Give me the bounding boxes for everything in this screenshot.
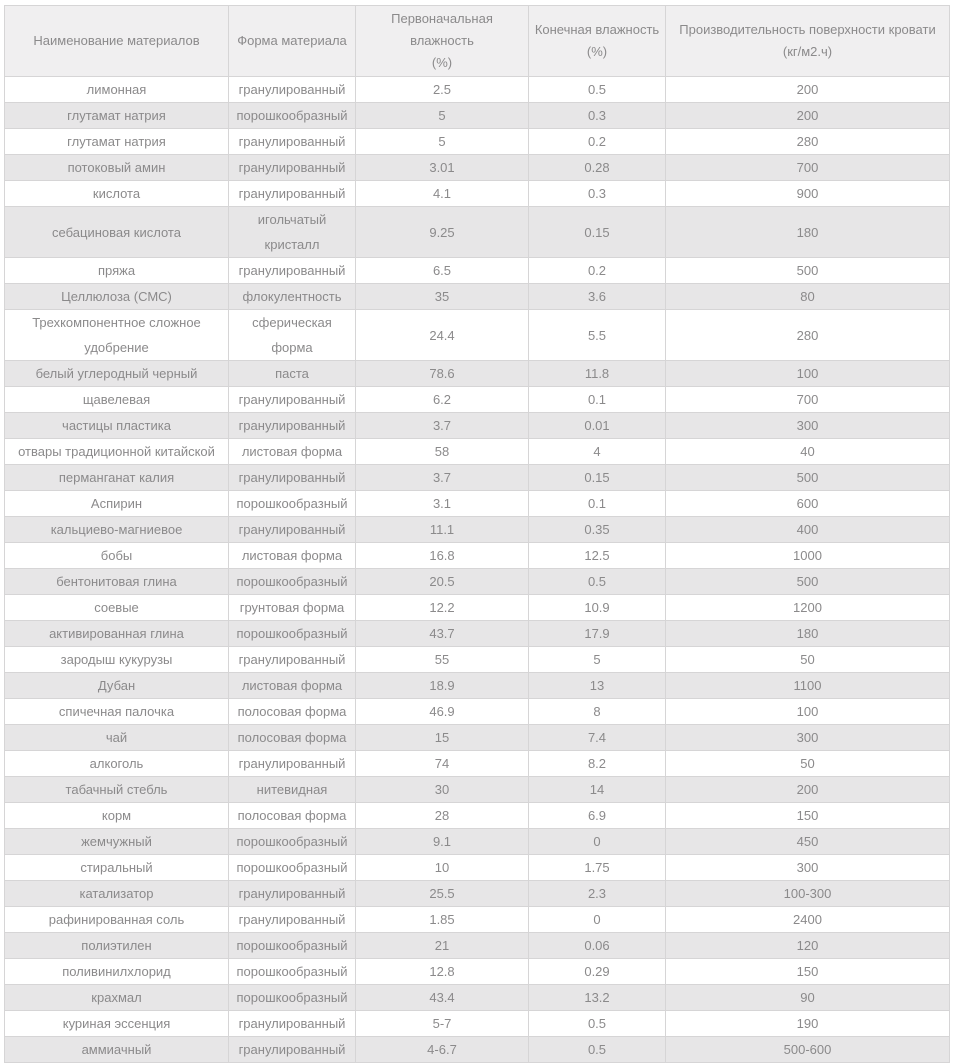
table-row	[5, 829, 950, 855]
table-cell: частицы пластика	[5, 413, 229, 439]
table-cell: глутамат натрия	[5, 129, 229, 155]
table-cell: 5-7	[356, 1011, 529, 1037]
table-cell: отвары традиционной китайской	[5, 439, 229, 465]
table-cell: глутамат натрия	[5, 103, 229, 129]
table-cell: 100	[666, 361, 950, 387]
table-cell: корм	[5, 803, 229, 829]
table-row	[5, 907, 950, 933]
table-cell: листовая форма	[229, 543, 356, 569]
table-row	[5, 284, 950, 310]
table-cell: 300	[666, 855, 950, 881]
table-cell: 28	[356, 803, 529, 829]
table-cell: рафинированная соль	[5, 907, 229, 933]
table-cell: 10.9	[529, 595, 666, 621]
table-cell: себациновая кислота	[5, 207, 229, 258]
table-cell: гранулированный	[229, 751, 356, 777]
column-header-label: Производительность поверхности кровати	[679, 22, 936, 37]
table-cell: 300	[666, 725, 950, 751]
table-cell: 30	[356, 777, 529, 803]
table-cell: 700	[666, 387, 950, 413]
table-cell: алкоголь	[5, 751, 229, 777]
table-cell: 700	[666, 155, 950, 181]
table-cell: порошкообразный	[229, 933, 356, 959]
table-cell: 1.75	[529, 855, 666, 881]
table-cell: 200	[666, 77, 950, 103]
table-cell: аммиачный	[5, 1037, 229, 1063]
table-cell: порошкообразный	[229, 103, 356, 129]
table-cell: гранулированный	[229, 517, 356, 543]
table-row	[5, 725, 950, 751]
table-cell: 900	[666, 181, 950, 207]
table-cell: 6.9	[529, 803, 666, 829]
table-cell: 4-6.7	[356, 1037, 529, 1063]
table-cell: соевые	[5, 595, 229, 621]
table-cell: гранулированный	[229, 413, 356, 439]
table-cell: 0.5	[529, 569, 666, 595]
table-row	[5, 103, 950, 129]
table-cell: 25.5	[356, 881, 529, 907]
table-cell: 90	[666, 985, 950, 1011]
table-cell: 2.5	[356, 77, 529, 103]
table-cell: зародыш кукурузы	[5, 647, 229, 673]
table-cell: 280	[666, 129, 950, 155]
table-cell: 0.29	[529, 959, 666, 985]
table-cell: Аспирин	[5, 491, 229, 517]
table-cell: гранулированный	[229, 907, 356, 933]
table-cell: 600	[666, 491, 950, 517]
table-row	[5, 595, 950, 621]
table-row	[5, 1011, 950, 1037]
table-row	[5, 699, 950, 725]
table-cell: 5	[356, 103, 529, 129]
table-row	[5, 387, 950, 413]
table-cell: 17.9	[529, 621, 666, 647]
table-cell: гранулированный	[229, 1011, 356, 1037]
table-cell: 5.5	[529, 310, 666, 361]
table-cell: кислота	[5, 181, 229, 207]
table-cell: 78.6	[356, 361, 529, 387]
table-row	[5, 155, 950, 181]
table-cell: 11.1	[356, 517, 529, 543]
table-cell: 0.1	[529, 387, 666, 413]
table-cell: куриная эссенция	[5, 1011, 229, 1037]
table-cell: 2.3	[529, 881, 666, 907]
table-cell: 4.1	[356, 181, 529, 207]
table-row	[5, 751, 950, 777]
table-cell: 7.4	[529, 725, 666, 751]
table-cell: порошкообразный	[229, 829, 356, 855]
table-cell: 40	[666, 439, 950, 465]
table-cell: 0.2	[529, 258, 666, 284]
table-cell: перманганат калия	[5, 465, 229, 491]
table-cell: 1000	[666, 543, 950, 569]
table-row	[5, 77, 950, 103]
column-header-2	[229, 6, 356, 77]
table-cell: полосовая форма	[229, 699, 356, 725]
table-row	[5, 777, 950, 803]
table-cell: гранулированный	[229, 647, 356, 673]
table-cell: 6.2	[356, 387, 529, 413]
table-cell: 500	[666, 569, 950, 595]
table-row	[5, 361, 950, 387]
column-header-unit: (кг/м2.ч)	[782, 44, 833, 59]
table-cell: спичечная палочка	[5, 699, 229, 725]
table-cell: 1100	[666, 673, 950, 699]
table-cell: 500	[666, 465, 950, 491]
table-cell: листовая форма	[229, 673, 356, 699]
table-cell: 50	[666, 751, 950, 777]
table-row	[5, 959, 950, 985]
table-cell: 80	[666, 284, 950, 310]
column-header-unit: (%)	[431, 55, 453, 70]
table-cell: 0	[529, 829, 666, 855]
table-row	[5, 1037, 950, 1063]
table-cell: 1200	[666, 595, 950, 621]
table-row	[5, 933, 950, 959]
table-cell: 3.6	[529, 284, 666, 310]
column-header-5	[666, 6, 950, 77]
column-header-label: Наименование материалов	[33, 33, 200, 48]
table-cell: 3.1	[356, 491, 529, 517]
column-header-label: Первоначальная влажность	[391, 11, 493, 48]
table-cell: чай	[5, 725, 229, 751]
table-cell: 18.9	[356, 673, 529, 699]
table-cell: 9.1	[356, 829, 529, 855]
table-cell: порошкообразный	[229, 491, 356, 517]
table-cell: 500-600	[666, 1037, 950, 1063]
table-cell: 0.06	[529, 933, 666, 959]
table-cell: 35	[356, 284, 529, 310]
table-cell: порошкообразный	[229, 621, 356, 647]
table-row	[5, 413, 950, 439]
column-header-label: Конечная влажность	[534, 22, 660, 37]
table-cell: 24.4	[356, 310, 529, 361]
table-cell: 0.1	[529, 491, 666, 517]
column-header-4	[529, 6, 666, 77]
table-cell: стиральный	[5, 855, 229, 881]
table-cell: 50	[666, 647, 950, 673]
table-cell: 0.2	[529, 129, 666, 155]
table-cell: 150	[666, 959, 950, 985]
table-cell: 43.7	[356, 621, 529, 647]
table-cell: 0.5	[529, 1011, 666, 1037]
column-header-3	[356, 6, 529, 77]
table-cell: 0.5	[529, 1037, 666, 1063]
table-cell: катализатор	[5, 881, 229, 907]
table-row	[5, 803, 950, 829]
table-cell: 13.2	[529, 985, 666, 1011]
table-cell: 400	[666, 517, 950, 543]
table-row	[5, 569, 950, 595]
table-cell: 5	[529, 647, 666, 673]
table-cell: пряжа	[5, 258, 229, 284]
table-cell: порошкообразный	[229, 985, 356, 1011]
table-row	[5, 543, 950, 569]
table-cell: 300	[666, 413, 950, 439]
table-cell: бобы	[5, 543, 229, 569]
table-cell: 3.7	[356, 413, 529, 439]
table-cell: 2400	[666, 907, 950, 933]
table-cell: 0.15	[529, 465, 666, 491]
table-cell: листовая форма	[229, 439, 356, 465]
table-row	[5, 207, 950, 258]
header-row	[5, 6, 950, 77]
table-row	[5, 881, 950, 907]
table-cell: Трехкомпонентное сложное удобрение	[5, 310, 229, 361]
table-cell: 180	[666, 621, 950, 647]
table-cell: 200	[666, 103, 950, 129]
table-cell: 100	[666, 699, 950, 725]
table-cell: гранулированный	[229, 465, 356, 491]
table-cell: 12.2	[356, 595, 529, 621]
table-cell: 12.5	[529, 543, 666, 569]
table-cell: гранулированный	[229, 155, 356, 181]
table-cell: порошкообразный	[229, 959, 356, 985]
table-cell: гранулированный	[229, 129, 356, 155]
table-cell: 0.35	[529, 517, 666, 543]
table-cell: крахмал	[5, 985, 229, 1011]
column-header-unit: (%)	[586, 44, 608, 59]
column-header-1	[5, 6, 229, 77]
table-cell: 500	[666, 258, 950, 284]
table-cell: 0.3	[529, 181, 666, 207]
table-cell: порошкообразный	[229, 855, 356, 881]
table-row	[5, 181, 950, 207]
table-cell: нитевидная	[229, 777, 356, 803]
table-cell: поливинилхлорид	[5, 959, 229, 985]
table-cell: паста	[229, 361, 356, 387]
table-cell: бентонитовая глина	[5, 569, 229, 595]
table-cell: 0.28	[529, 155, 666, 181]
table-row	[5, 647, 950, 673]
table-cell: 43.4	[356, 985, 529, 1011]
table-header	[5, 6, 950, 77]
table-cell: кальциево-магниевое	[5, 517, 229, 543]
table-row	[5, 985, 950, 1011]
table-cell: гранулированный	[229, 77, 356, 103]
table-cell: 0	[529, 907, 666, 933]
table-cell: 15	[356, 725, 529, 751]
table-cell: 0.3	[529, 103, 666, 129]
table-cell: потоковый амин	[5, 155, 229, 181]
table-cell: 46.9	[356, 699, 529, 725]
table-row	[5, 621, 950, 647]
table-cell: полосовая форма	[229, 725, 356, 751]
table-cell: 200	[666, 777, 950, 803]
table-cell: 74	[356, 751, 529, 777]
table-cell: 150	[666, 803, 950, 829]
table-cell: белый углеродный черный	[5, 361, 229, 387]
table-cell: 3.7	[356, 465, 529, 491]
table-cell: порошкообразный	[229, 569, 356, 595]
table-cell: флокулентность	[229, 284, 356, 310]
table-row	[5, 465, 950, 491]
table-cell: 9.25	[356, 207, 529, 258]
table-cell: 58	[356, 439, 529, 465]
table-cell: 11.8	[529, 361, 666, 387]
table-row	[5, 258, 950, 284]
table-cell: 4	[529, 439, 666, 465]
table-cell: гранулированный	[229, 387, 356, 413]
table-cell: 0.01	[529, 413, 666, 439]
table-cell: щавелевая	[5, 387, 229, 413]
table-cell: 8	[529, 699, 666, 725]
table-cell: 190	[666, 1011, 950, 1037]
table-cell: 5	[356, 129, 529, 155]
table-cell: 100-300	[666, 881, 950, 907]
table-cell: жемчужный	[5, 829, 229, 855]
table-cell: полосовая форма	[229, 803, 356, 829]
table-cell: гранулированный	[229, 1037, 356, 1063]
table-row	[5, 129, 950, 155]
table-cell: Целлюлоза (СМС)	[5, 284, 229, 310]
table-cell: 280	[666, 310, 950, 361]
table-cell: полиэтилен	[5, 933, 229, 959]
table-cell: игольчатый кристалл	[229, 207, 356, 258]
table-cell: 120	[666, 933, 950, 959]
table-cell: гранулированный	[229, 258, 356, 284]
table-cell: сферическая форма	[229, 310, 356, 361]
table-cell: гранулированный	[229, 181, 356, 207]
table-row	[5, 439, 950, 465]
table-cell: 20.5	[356, 569, 529, 595]
table-cell: 55	[356, 647, 529, 673]
table-body	[5, 77, 950, 1063]
table-cell: 12.8	[356, 959, 529, 985]
table-row	[5, 310, 950, 361]
table-cell: грунтовая форма	[229, 595, 356, 621]
table-cell: 1.85	[356, 907, 529, 933]
table-cell: 180	[666, 207, 950, 258]
table-cell: 0.5	[529, 77, 666, 103]
table-cell: 450	[666, 829, 950, 855]
table-cell: лимонная	[5, 77, 229, 103]
table-cell: 3.01	[356, 155, 529, 181]
table-cell: 13	[529, 673, 666, 699]
table-cell: 0.15	[529, 207, 666, 258]
table-row	[5, 855, 950, 881]
table-cell: 21	[356, 933, 529, 959]
table-cell: гранулированный	[229, 881, 356, 907]
table-cell: 14	[529, 777, 666, 803]
table-cell: 6.5	[356, 258, 529, 284]
column-header-label: Форма материала	[237, 33, 347, 48]
table-cell: 8.2	[529, 751, 666, 777]
table-row	[5, 673, 950, 699]
table-cell: Дубан	[5, 673, 229, 699]
table-cell: активированная глина	[5, 621, 229, 647]
table-row	[5, 491, 950, 517]
materials-table	[4, 5, 950, 1063]
table-cell: 10	[356, 855, 529, 881]
table-cell: 16.8	[356, 543, 529, 569]
table-cell: табачный стебль	[5, 777, 229, 803]
table-row	[5, 517, 950, 543]
